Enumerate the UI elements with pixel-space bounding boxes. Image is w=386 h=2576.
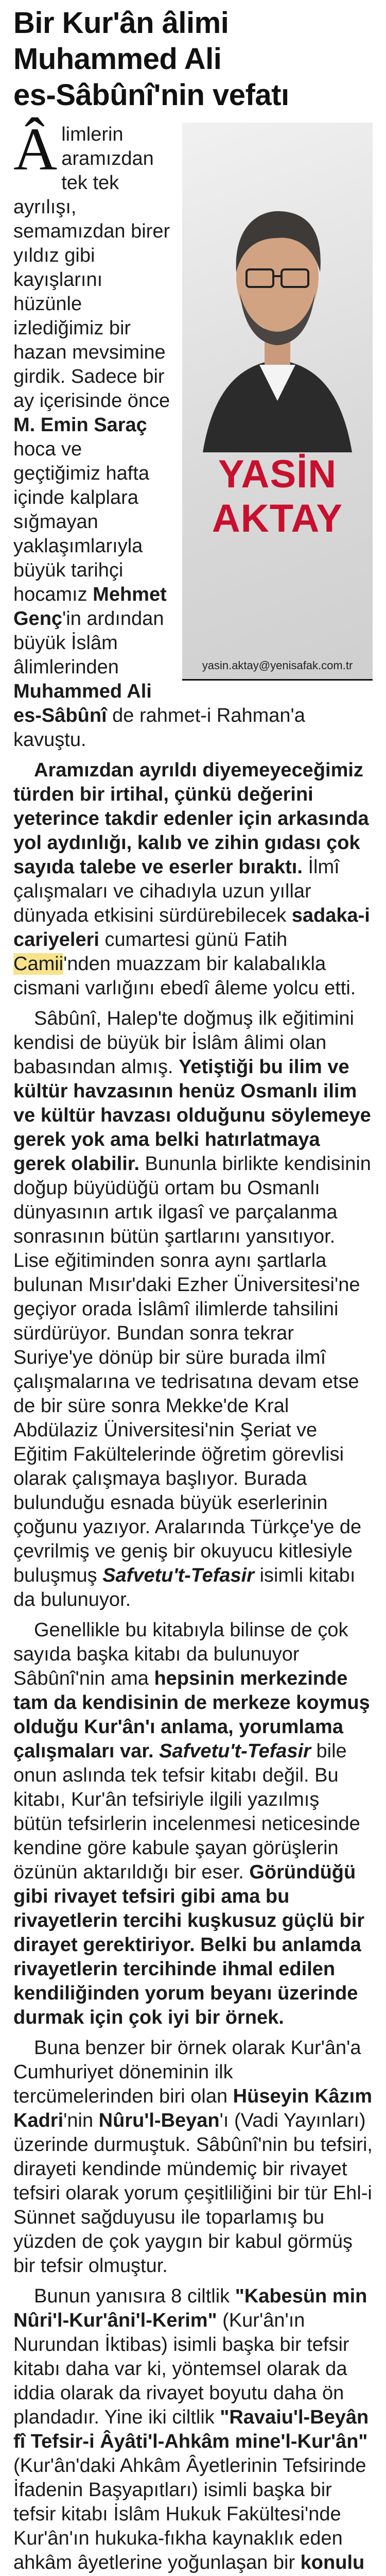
paragraph-4: Genellikle bu kitabıyla bilinse de çok sayıda başka kitabı da bulunuyor Sâbûnî'nin ama hepsinin merkezinde tam da kendisinin de merkeze koymuş olduğu Kur'ân'ı anlama, yorumlama çalışmaları var. Safvetu't-Tefasir bile onun aslında tek tefsir kitabı değil. Bu kitabı, Kur'ân tefsiriyle ilgili yazılmış bütün tefsirlerin incelenmesi neticesinde kendine göre kabule şayan görüşlerin özünün aktarıldığı bir eser. Göründüğü gibi rivayet tefsiri gibi ama bu rivayetlerin tercihi kuşkusuz güçlü bir dirayet gerektiriyor. Belki bu anlamda rivayetlerin tercihinde ihmal edilen kendiliğinden yorum beyanı üzerinde durmak için çok iyi bir örnek. bbox=[13, 1619, 370, 2028]
headline-line-1: Bir Kur'ân âlimi bbox=[13, 6, 229, 40]
headline-line-2: Muhammed Ali bbox=[13, 42, 222, 76]
article-body bbox=[13, 115, 373, 2576]
author-portrait-image bbox=[182, 123, 373, 452]
author-email: yasin.aktay@yenisafak.com.tr bbox=[202, 659, 353, 672]
paragraph-6: Bunun yanısıra 8 ciltlik "Kabesün min Nûri'l-Kur'âni'l-Kerim" (Kur'ân'ın Nurundan İktibas) isimli başka bir tefsir kitabı daha var ki, yöntemsel olarak da iddia olarak da rivayet boyutu daha ön plandadır. Yine iki ciltlik "Ravaiu'l-Beyân fî Tefsir-i Âyâti'l-Ahkâm mine'l-Kur'ân" (Kur'ân'daki Ahkâm Âyetlerinin Tefsirinde İfadenin Başyapıtları) isimli başka bir tefsir kitabı İslâm Hukuk Fakültesi'nde Kur'ân'ın hukuka-fıkha kaynaklık eden ahkâm âyetlerine yoğunlaşan bir konulu bbox=[13, 2285, 369, 2573]
paragraph-2: Aramızdan ayrıldı diyemeyeceğimiz türden bir irtihal, çünkü değerini yeterince takdir edenler için arkasında yol aydınlığı, kalıb ve zihin gıdası çok sayıda talebe ve eserler bıraktı. İlmî çalışmaları ve cihadıyla uzun yıllar dünyada etkisini sürdürebilecek sadaka-i cariyeleri cumartesi günü Fatih Camii'nden muazzam bir kalabalıkla cismani varlığını ebedî âleme yolcu etti. bbox=[13, 759, 370, 999]
author-name: YASİN AKTAY bbox=[212, 452, 343, 540]
article-headline bbox=[13, 5, 373, 113]
drop-cap: Â bbox=[13, 115, 58, 183]
paragraph-1: Âlimlerin aramızdan tek tek ayrılışı, semamızdan birer yıldız gibi kayışlarını hüzünle izlediğimiz bir hazan mevsimine girdik. Sadece bir ay içerisinde önce M. Emin Saraç hoca ve geçtiğimiz hafta içinde kalplara sığmayan yaklaşımlarıyla büyük tarihçi hocamız Mehmet Genç'in ardından büyük İslâm âlimlerinden Muhammed Ali es-Sâbûnî de rahmet-i Rahman'a kavuştu. bbox=[13, 115, 305, 751]
author-photo-box bbox=[182, 123, 373, 681]
headline-line-3: es-Sâbûnî'nin vefatı bbox=[13, 78, 289, 112]
paragraph-5: Buna benzer bir örnek olarak Kur'ân'a Cumhuriyet döneminin ilk tercümelerinden biri olan Hüseyin Kâzım Kadri'nin Nûru'l-Beyan'ı (Vadi Yayınları) üzerinde durmuştuk. Sâbûnî'nin bu tefsiri, dirayeti kendinde mündemiç bir rivayet tefsiri olarak yorum çeşitliliğini bir tür Ehl-i Sünnet sağduyusu ile toparlamış bu yüzden de çok yaygın bir kabul görmüş bir tefsir olmuştur. bbox=[13, 2037, 373, 2277]
paragraph-3: Sâbûnî, Halep'te doğmuş ilk eğitimini kendisi de büyük bir İslâm âlimi olan babasından almış. Yetiştiği bu ilim ve kültür havzasının henüz Osmanlı ilim ve kültür havzası olduğunu söylemeye gerek yok ama belki hatırlatmaya gerek olabilir. Bununla birlikte kendisinin doğup büyüdüğü ortam bu Osmanlı dünyasının artık ilgasî ve parçalanma sonrasının bütün şartlarını yansıtıyor. Lise eğitiminden sonra aynı şartlarla bulunan Mısır'daki Ezher Üniversitesi'ne geçiyor orada İslâmî ilimlerde tahsilini sürdürüyor. Bundan sonra tekrar Suriye'ye dönüp bir süre burada ilmî çalışmalarına ve tedrisatına devam etse de bir süre sonra Mekke'de Kral Abdülaziz Üniversitesi'nin Şeriat ve Eğitim Fakültelerinde öğretim görevlisi olarak çalışmaya başlıyor. Burada bulunduğu esnada büyük eserlerinin çoğunu yazıyor. Aralarında Türkçe'ye de çevrilmiş ve geniş bir okuyucu kitlesiyle buluşmuş Safvetu't-Tefasir isimli kitabı da bulunuyor. bbox=[13, 1008, 371, 1611]
